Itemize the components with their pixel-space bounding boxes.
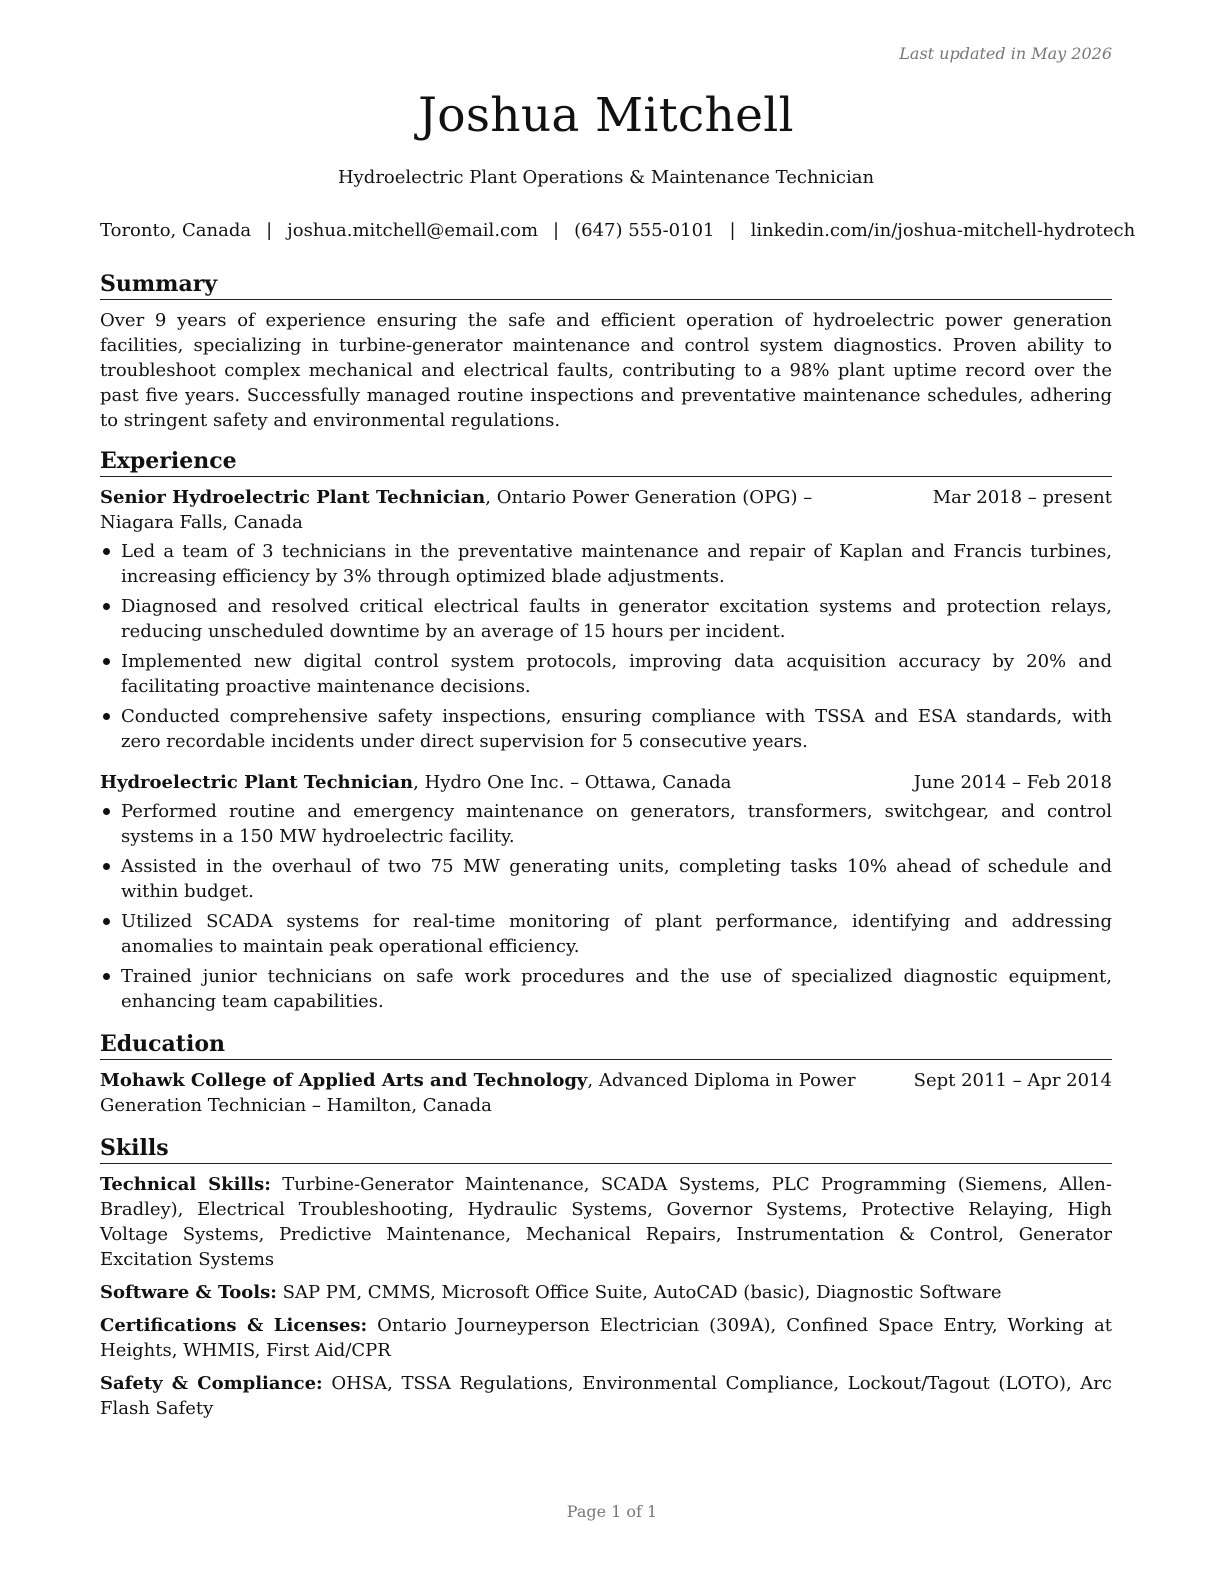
job-role: Hydroelectric Plant Technician [100,772,414,793]
contact-email[interactable]: joshua.mitchell@email.com [287,220,539,241]
contact-separator: | [729,220,736,241]
skill-label: Safety & Compliance: [100,1373,323,1394]
skill-group [100,1172,1112,1272]
contact-location: Toronto, Canada [100,220,252,241]
job-dates: June 2014 – Feb 2018 [913,772,1112,793]
skill-group [100,1371,1112,1421]
experience-entry [100,770,1112,1014]
contact-separator: | [266,220,273,241]
section-title-skills: Skills [100,1134,1112,1164]
contact-line [100,220,1136,241]
job-dates: Mar 2018 – present [932,487,1112,508]
contact-separator: | [553,220,560,241]
bullet-item: Led a team of 3 technicians in the preventative maintenance and repair of Kaplan and Francis turbines, increasing efficiency by 3% through optimized blade adjustments. [100,539,1112,589]
resume-body [100,270,1112,1429]
skill-label: Software & Tools: [100,1282,277,1303]
entry-header [100,1068,1112,1118]
summary-text: Over 9 years of experience ensuring the safe and efficient operation of hydroelectric power generation facilities, specializing in turbine-generator maintenance and control system diagnostics. Proven ability to troubleshoot complex mechanical and electrical faults, contributing to a 98% plant uptime record over the past five years. Successfully managed routine inspections and preventative maintenance schedules, adhering to stringent safety and environmental regulations. [100,310,1112,431]
entry-header [100,485,1112,535]
bullet-item: Trained junior technicians on safe work procedures and the use of specialized diagnostic equipment, enhancing team capabilities. [100,964,1112,1014]
education-detail: , Advanced Diploma in Power Generation Technician – Hamilton, Canada [100,1070,856,1116]
skill-text: SAP PM, CMMS, Microsoft Office Suite, AutoCAD (basic), Diagnostic Software [276,1282,1002,1303]
job-role: Senior Hydroelectric Plant Technician [100,487,486,508]
bullet-item: Implemented new digital control system protocols, improving data acquisition accuracy by 20% and facilitating proactive maintenance decisions. [100,649,1112,699]
experience-entry [100,485,1112,754]
page-footer: Page 1 of 1 [566,1502,658,1521]
bullet-item: Utilized SCADA systems for real-time monitoring of plant performance, identifying and addressing anomalies to maintain peak operational efficiency. [100,909,1112,959]
contact-linkedin[interactable]: linkedin.com/in/joshua-mitchell-hydrotech [750,220,1136,241]
skill-text: Ontario Journeyperson Electrician (309A), Confined Space Entry, Working at Heights, WHMIS, First Aid/CPR [100,1315,1112,1361]
skill-text: Turbine-Generator Maintenance, SCADA Systems, PLC Programming (Siemens, Allen-Bradley), Electrical Troubleshooting, Hydraulic Systems, Governor Systems, Protective Relaying, High Voltage Systems, Predictive Maintenance, Mechanical Repairs, Instrumentation & Control, Generator Excitation Systems [100,1174,1112,1270]
skill-text: OHSA, TSSA Regulations, Environmental Compliance, Lockout/Tagout (LOTO), Arc Flash Safety [100,1373,1112,1419]
entry-header [100,770,1112,795]
school-name: Mohawk College of Applied Arts and Technology [100,1070,588,1091]
job-bullets [100,799,1112,1014]
last-updated: Last updated in May 2026 [899,44,1112,63]
contact-phone[interactable]: (647) 555-0101 [574,220,715,241]
skill-label: Certifications & Licenses: [100,1315,368,1336]
education-entry [100,1068,1112,1118]
section-title-summary: Summary [100,270,1112,300]
section-title-experience: Experience [100,447,1112,477]
headline: Hydroelectric Plant Operations & Maintenance Technician [337,167,875,188]
education-dates: Sept 2011 – Apr 2014 [913,1070,1112,1091]
skill-label: Technical Skills: [100,1174,271,1195]
job-bullets [100,539,1112,754]
bullet-item: Assisted in the overhaul of two 75 MW generating units, completing tasks 10% ahead of schedule and within budget. [100,854,1112,904]
job-org: , Ontario Power Generation (OPG) – Niagara Falls, Canada [100,487,813,533]
skill-group [100,1313,1112,1363]
bullet-item: Diagnosed and resolved critical electrical faults in generator excitation systems and protection relays, reducing unscheduled downtime by an average of 15 hours per incident. [100,594,1112,644]
bullet-item: Performed routine and emergency maintenance on generators, transformers, switchgear, and control systems in a 150 MW hydroelectric facility. [100,799,1112,849]
job-org: , Hydro One Inc. – Ottawa, Canada [413,772,732,793]
bullet-item: Conducted comprehensive safety inspections, ensuring compliance with TSSA and ESA standards, with zero recordable incidents under direct supervision for 5 consecutive years. [100,704,1112,754]
section-title-education: Education [100,1030,1112,1060]
skill-group [100,1280,1112,1305]
candidate-name: Joshua Mitchell [418,88,794,143]
